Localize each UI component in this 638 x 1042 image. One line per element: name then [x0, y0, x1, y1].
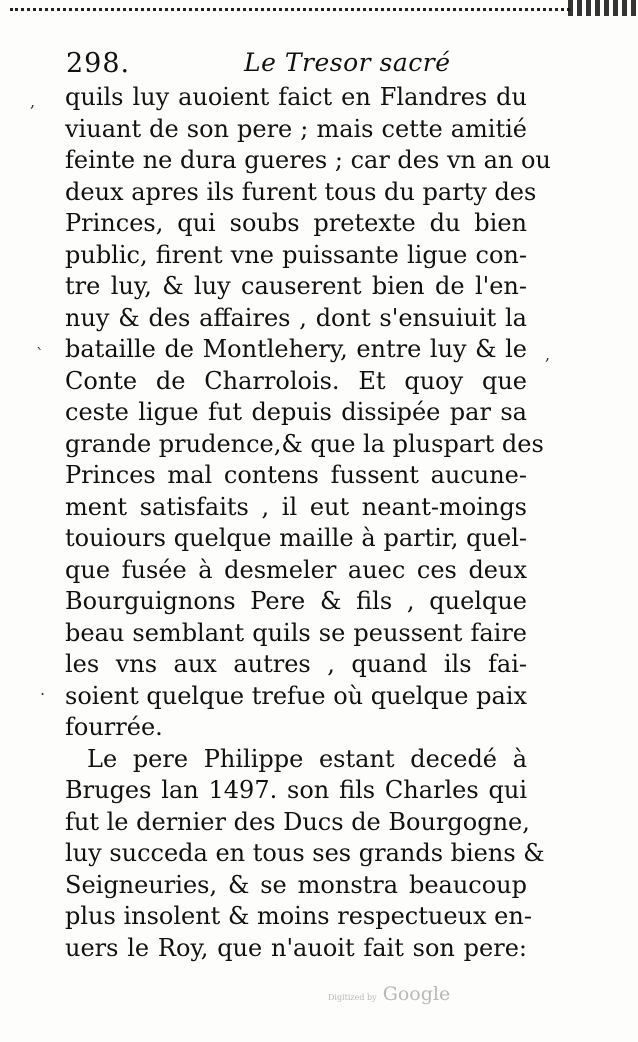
text-line: viuant de son pere ; mais cette amitié	[65, 114, 527, 143]
text-line: ment satisfaits , il eut neant-moings	[65, 492, 527, 521]
text-line: nuy & des affaires , dont s'ensuiuit la	[65, 303, 527, 332]
margin-speck: .	[40, 680, 46, 699]
margin-speck: ,	[545, 345, 551, 364]
text-line: quils luy auoient faict en Flandres du	[65, 83, 527, 111]
text-line: que fusée à desmeler auec ces deux	[65, 555, 527, 584]
text-line: tre luy, & luy causerent bien de l'en-	[65, 272, 527, 300]
text-line: ceste ligue fut depuis dissipée par sa	[65, 398, 527, 426]
text-line: Bourguignons Pere & fils , quelque	[65, 587, 527, 615]
text-line: deux apres ils furent tous du party des	[65, 177, 537, 206]
text-line: grande prudence,& que la pluspart des	[65, 429, 544, 458]
page-top-edge	[0, 0, 638, 18]
text-line: Princes mal contens fussent aucune-	[65, 461, 527, 489]
margin-speck: ,	[30, 92, 36, 111]
text-line: Seigneuries, & se monstra beaucoup	[65, 870, 527, 899]
watermark-prefix: Digitized by	[328, 993, 377, 1002]
page-number: 298.	[66, 48, 131, 79]
scan-blot	[568, 0, 638, 16]
text-line: public, firent vne puissante ligue con-	[65, 240, 527, 269]
margin-speck: `	[36, 345, 44, 364]
google-watermark	[328, 983, 450, 1005]
running-head: Le Tresor sacré	[244, 48, 451, 77]
body-text	[65, 82, 551, 964]
text-line: plus insolent & moins respectueux en-	[65, 902, 532, 930]
text-line: Le pere Philippe estant decedé à	[87, 744, 527, 773]
text-line: fourrée.	[65, 713, 163, 741]
text-line: les vns aux autres , quand ils fai-	[65, 650, 527, 678]
page-header	[66, 48, 566, 80]
watermark-brand: Google	[382, 983, 451, 1005]
text-line: Conte de Charrolois. Et quoy que	[65, 366, 527, 395]
text-line: luy succeda en tous ses grands biens &	[65, 839, 545, 867]
text-line: fut le dernier des Ducs de Bourgogne,	[65, 807, 530, 836]
text-line: Princes, qui soubs pretexte du bien	[65, 209, 527, 237]
text-line: beau semblant quils se peussent faire	[65, 618, 527, 647]
text-line: Bruges lan 1497. son fils Charles qui	[65, 776, 527, 804]
text-line: uers le Roy, que n'auoit fait son pere:	[65, 933, 527, 962]
text-line: soient quelque trefue où quelque paix	[65, 681, 527, 710]
dotted-rule	[10, 8, 570, 11]
text-line: bataille de Montlehery, entre luy & le	[65, 335, 527, 363]
text-line: feinte ne dura gueres ; car des vn an ou	[65, 146, 551, 174]
text-line: touiours quelque maille à partir, quel-	[65, 524, 527, 552]
